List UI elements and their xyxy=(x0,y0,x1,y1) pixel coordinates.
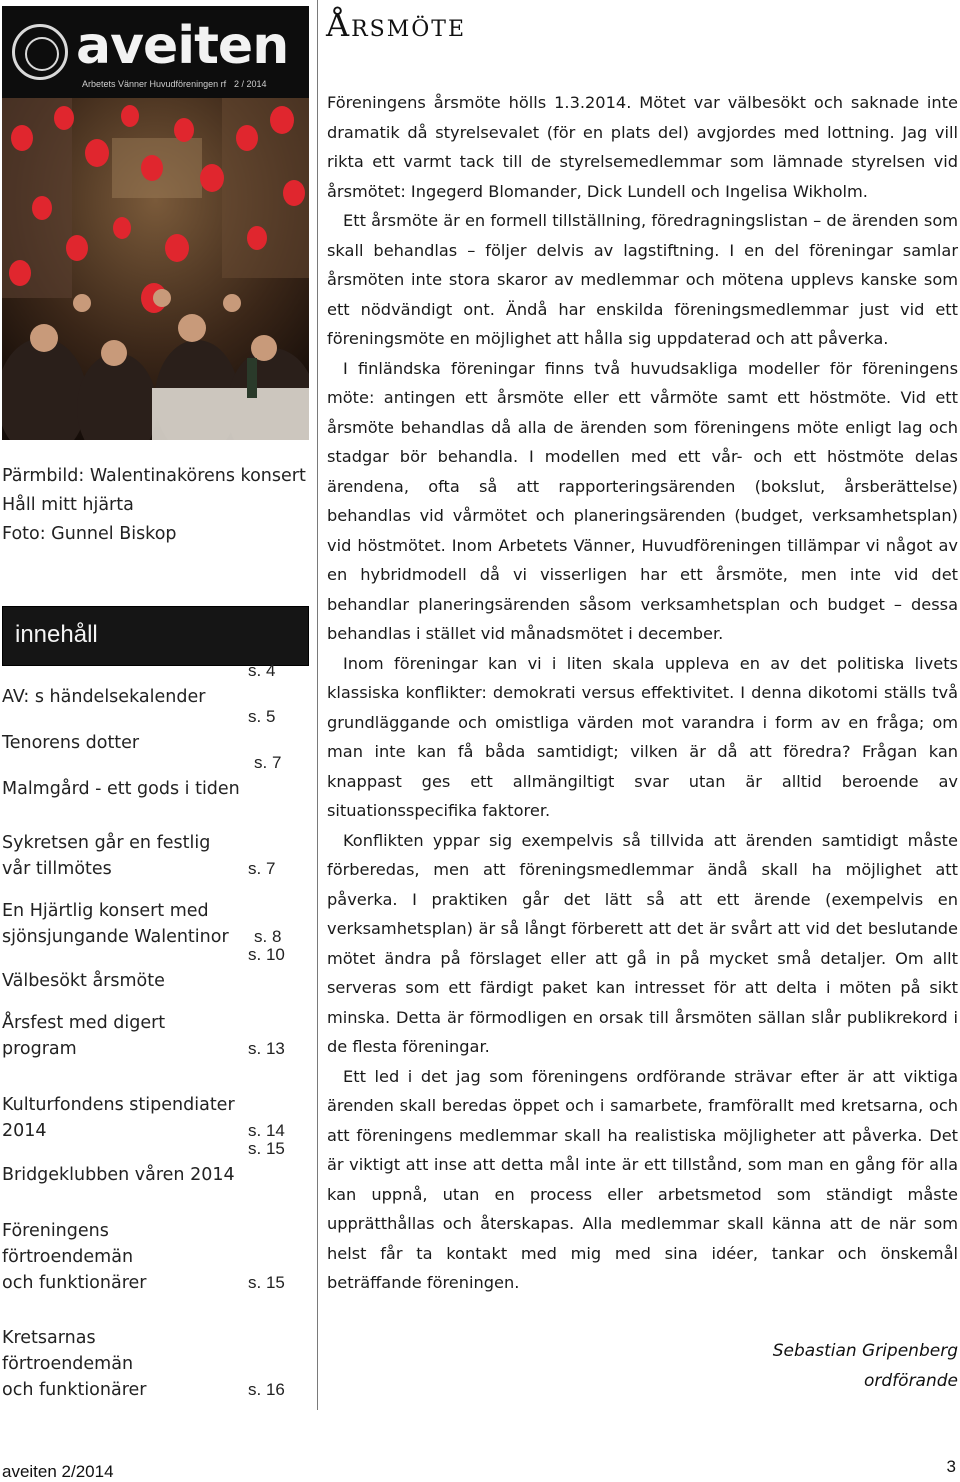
article-paragraph: Föreningens årsmöte hölls 1.3.2014. Mötet var välbesökt och saknade inte dramatik då styrelsevalet (för en plats del) avgjordes med lottning. Jag vill rikta ett varmt tack till de styrelsemedlemmar som lämnade styrelsen vid årsmötet: Ingegerd Blomander, Dick Lundell och Ingelisa Wikholm. xyxy=(327,93,958,201)
toc-item-page: s. 10 xyxy=(248,945,285,964)
toc-item-title: Sykretsen går en festlig vår tillmötes xyxy=(2,833,211,879)
masthead-subtitle: Arbetets Vänner Huvudföreningen rf xyxy=(82,79,227,89)
cover-masthead xyxy=(2,6,309,98)
caption-line: Pärmbild: Walentinakörens konsert xyxy=(2,466,306,486)
toc-item-page: s. 15 xyxy=(248,1273,285,1292)
toc-item-page: s. 7 xyxy=(254,753,282,772)
toc-item-title: Årsfest med digert program xyxy=(2,1013,166,1059)
footer-magazine-issue: aveiten 2/2014 xyxy=(2,1462,114,1481)
article-body xyxy=(327,88,958,1298)
masthead-issue: 2 / 2014 xyxy=(234,79,267,89)
toc-item-page: s. 8 xyxy=(254,927,282,946)
caption-line: Foto: Gunnel Biskop xyxy=(2,524,177,544)
toc-item-page: s. 7 xyxy=(248,859,276,878)
signature-name: Sebastian Gripenberg xyxy=(772,1341,958,1361)
signature-role: ordförande xyxy=(864,1371,958,1391)
toc-item[interactable] xyxy=(2,1010,302,1062)
toc-heading-box xyxy=(2,606,309,666)
toc-item[interactable] xyxy=(2,1218,302,1296)
toc-item-page: s. 14 xyxy=(248,1121,285,1140)
toc-item[interactable] xyxy=(2,830,302,882)
toc-item-page: s. 16 xyxy=(248,1380,285,1399)
association-seal-icon xyxy=(12,24,68,80)
article-signature xyxy=(773,1336,958,1396)
magazine-logo: aveiten xyxy=(76,16,289,76)
toc-item-title: En Hjärtlig konsert med sjönsjungande Walentinor xyxy=(2,901,229,947)
toc-item-title: Malmgård - ett gods i tiden xyxy=(2,779,240,799)
toc-item-title: Föreningens förtroendemän och funktionärer xyxy=(2,1221,147,1293)
article-paragraph: Konflikten yppar sig exempelvis så tillvida att ärenden samtidigt måste förberedas, men att föreningsmedlemmar ändå skall ha möjlighet att påverka. I praktiken går det lätt så att ett ärende (exempelvis en verksamhetsplan) är så långt förberett att det är svårt att vid det beslutande mötet ändra på förslaget eller att gå in på mycket små detaljer. Om allt serveras som ett färdigt paket kan intresset för att delta i möten på sikt minska. Detta är förmodligen en orsak till årsmöten sällan slår publikrekord i de flesta föreningar. xyxy=(327,830,958,1056)
toc-item-title: Tenorens dotter xyxy=(2,733,140,753)
toc-item-page: s. 13 xyxy=(248,1039,285,1058)
article-title: Årsmöte xyxy=(326,6,467,44)
column-divider xyxy=(317,0,318,1410)
page-number: 3 xyxy=(946,1457,956,1476)
cover-caption xyxy=(2,462,312,549)
article-paragraph: Ett led i det jag som föreningens ordförande strävar efter är att viktiga ärenden skall beredas öppet och i samarbete, framförallt med kretsarna, och att föreningens medlemmar skall ha realistiska möjligheter att påverka. Det är viktigt att inse att detta mål inte är ett tillstånd, som man en gång för alla kan uppnå, utan en process eller arbetsmetod som ständigt måste upprätthållas och återskapas. Alla medlemmar skall känna att de när som helst får ta kontakt med mig med sina idéer, tankar och önskemål beträffande föreningen. xyxy=(327,1066,958,1292)
caption-line: Håll mitt hjärta xyxy=(2,495,134,515)
toc-item-title: Välbesökt årsmöte xyxy=(2,971,165,991)
article-paragraph: Inom föreningar kan vi i liten skala uppleva en av det politiska livets klassiska konflikter: demokrati versus effektivitet. I denna dikotomi ställs två grundläggande och omistliga värden mot varandra i form av en fråga; om man inte kan få båda samtidigt; vilken är då att föredra? Frågan kan knappast ges ett allmängiltigt svar utan är alltid beroende av situationsspecifika faktorer. xyxy=(327,653,958,820)
toc-item-title: Kulturfondens stipendiater 2014 xyxy=(2,1095,235,1141)
toc-item-title: Bridgeklubben våren 2014 xyxy=(2,1165,235,1185)
toc-item-page: s. 4 xyxy=(248,661,276,680)
cover-photo xyxy=(2,98,309,440)
article-paragraph: I finländska föreningar finns två huvudsakliga modeller för föreningens möte: antingen ett årsmöte eller ett vårmöte samt ett höstmöte. Vid ett årsmöte behandlas då alla de ärenden som föreningens möte enligt lag och stadgar bör behandla. I modellen med ett vår- och ett höstmöte delas ärendena, ofta så att rapporteringsärenden (bokslut, årsberättelse) behandlas vid vårmötet och planeringsärenden (budget, verksamhetsplan) vid höstmötet. Inom Arbetets Vänner, Huvudföreningen tillämpar vi något av en hybridmodell då vi visserligen har ett årsmöte, men inte vid det behandlar planeringsärenden såsom verksamhetsplan och budget – dessa behandlas i stället vid månadsmötet i december. xyxy=(327,358,958,643)
article-paragraph: Ett årsmöte är en formell tillställning, föredragningslistan – de ärenden som skall behandlas – följer delvis av lagstiftning. I en del föreningar samlar årsmöten inte stora skaror av medlemmar och mötena upplevs kanske som ett nödvändigt ont. Ändå har enskilda föreningsmedlemmar just vid ett föreningsmöte en möjlighet att hålla sig uppdaterad och att påverka. xyxy=(327,211,958,348)
cover-image xyxy=(2,6,309,440)
toc-heading: innehåll xyxy=(15,621,98,648)
toc-item[interactable] xyxy=(2,1325,302,1403)
toc-item-page: s. 5 xyxy=(248,707,276,726)
toc-item-title: Kretsarnas förtroendemän och funktionärer xyxy=(2,1328,147,1400)
toc-item-page: s. 15 xyxy=(248,1139,285,1158)
toc-item-title: AV: s händelsekalender xyxy=(2,687,206,707)
